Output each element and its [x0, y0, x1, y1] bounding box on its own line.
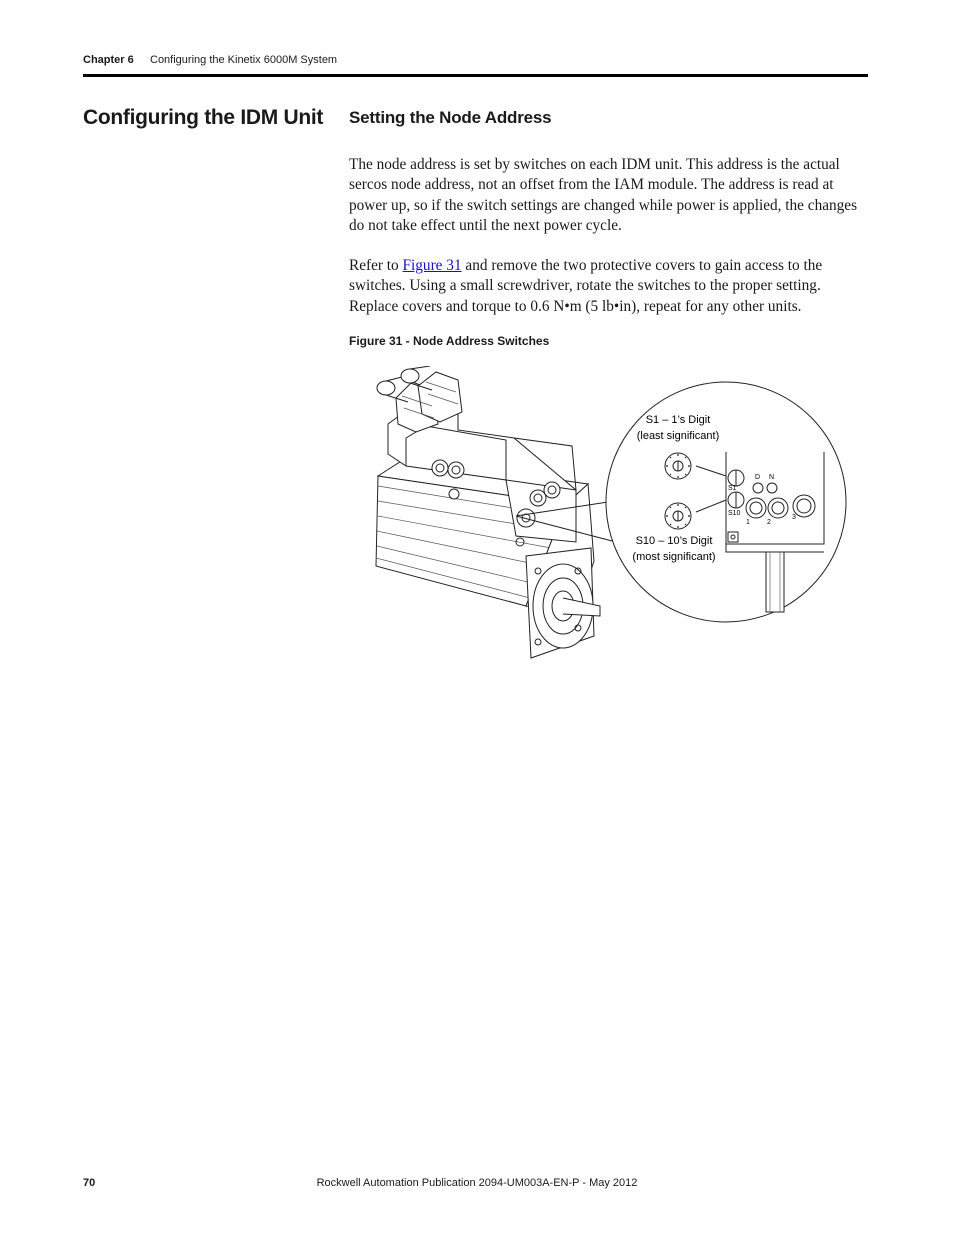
paragraph-refer-text-b: and remove the two protective covers to gain access to the switches. Using a small screwdriver, rotate the switches to the proper setting. Replace covers and torque to 0.6 N•m (5 lb•in), repeat for any other units. — [349, 257, 823, 315]
node-address-figure — [366, 366, 856, 666]
paragraph-refer-text-a: Refer to — [349, 257, 403, 274]
port-1-label: 1 — [746, 519, 750, 526]
header-title: Configuring the Kinetix 6000M System — [150, 54, 338, 66]
s10-label-line2: (most significant) — [632, 551, 716, 563]
footer-publication: Rockwell Automation Publication 2094-UM003A-EN-P - May 2012 — [316, 1177, 638, 1189]
figure-caption: Figure 31 - Node Address Switches — [349, 334, 550, 348]
panel-s1-label: S1 — [728, 485, 737, 492]
header-chapter: Chapter 6 — [83, 54, 134, 66]
s10-rotary-switch-icon — [665, 503, 691, 529]
port-2-label: 2 — [767, 519, 771, 526]
idm-motor-drawing — [376, 366, 600, 658]
led-n-label: N — [769, 474, 775, 481]
node-address-illustration — [366, 366, 856, 666]
port-3-label: 3 — [792, 514, 796, 521]
header-rule — [83, 74, 868, 77]
subsection-title: Setting the Node Address — [349, 108, 552, 127]
s1-label-line1: S1 – 1’s Digit — [645, 414, 711, 426]
s10-label-line1: S10 – 10’s Digit — [635, 535, 713, 547]
panel-s10-label: S10 — [728, 510, 741, 517]
s1-rotary-switch-icon — [665, 453, 691, 479]
paragraph-node-address: The node address is set by switches on each IDM unit. This address is the actual sercos node address, not an offset from the IAM module. The address is read at power up, so if the switch settings are changed while power is applied, the changes do not take effect until the next power cycle. — [349, 156, 858, 234]
led-d-label: D — [755, 474, 761, 481]
figure-31-link[interactable]: Figure 31 — [402, 257, 462, 274]
footer-page-number: 70 — [83, 1177, 96, 1189]
section-title: Configuring the IDM Unit — [83, 106, 324, 129]
paragraph-refer — [349, 256, 869, 317]
s1-label-line2: (least significant) — [636, 430, 720, 442]
